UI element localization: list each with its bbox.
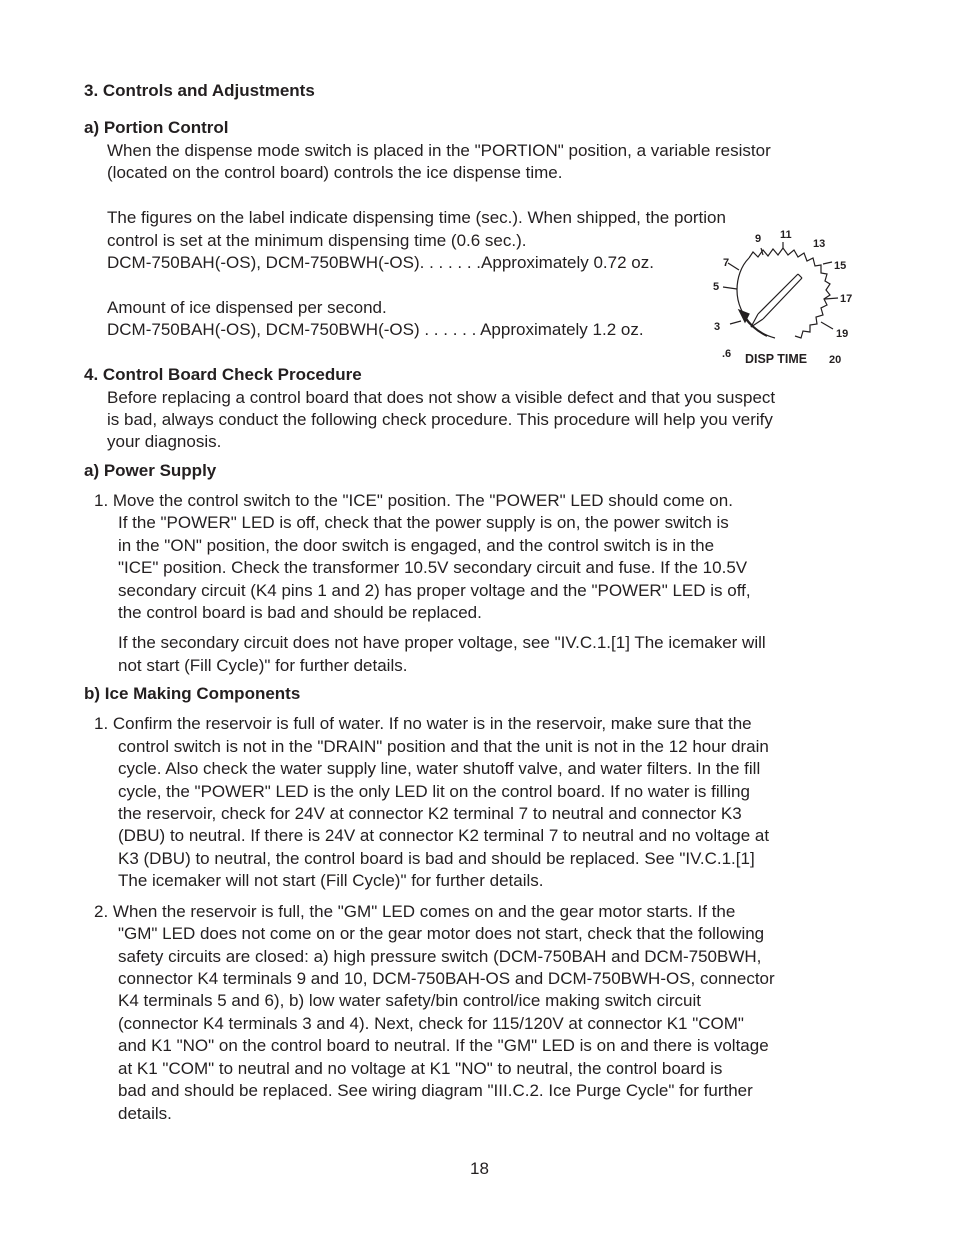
- ice-making-line: 2. When the reservoir is full, the "GM" LED comes on and the gear motor starts. If the: [94, 902, 736, 921]
- disp-time-dial-diagram: [705, 226, 865, 368]
- portion-text-line: When the dispense mode switch is placed in the "PORTION" position, a variable resistor: [107, 141, 771, 160]
- dial-label: 5: [713, 281, 720, 293]
- ice-making-line: control switch is not in the "DRAIN" position and that the unit is not in the 12 hour drain: [118, 737, 769, 756]
- dial-label: .6: [722, 348, 732, 360]
- section-3-heading: 3. Controls and Adjustments: [84, 81, 315, 100]
- ice-making-line: K3 (DBU) to neutral, the control board is bad and should be replaced. See "IV.C.1.[1]: [118, 849, 755, 868]
- power-supply-line: "ICE" position. Check the transformer 10.5V secondary circuit and fuse. If the 10.5V: [118, 558, 748, 577]
- power-supply-line: If the secondary circuit does not have proper voltage, see "IV.C.1.[1] The icemaker will: [118, 633, 766, 652]
- ice-making-line: 1. Confirm the reservoir is full of water. If no water is in the reservoir, make sure that the: [94, 714, 752, 733]
- dial-label: 3: [714, 321, 721, 333]
- portion-text-line: The figures on the label indicate dispensing time (sec.). When shipped, the portion: [107, 208, 726, 227]
- power-supply-line: not start (Fill Cycle)" for further details.: [118, 656, 408, 675]
- ice-making-line: at K1 "COM" to neutral and no voltage at K1 "NO" to neutral, the control board is: [118, 1059, 723, 1078]
- ice-making-line: the reservoir, check for 24V at connector K2 terminal 7 to neutral and connector K3: [118, 804, 742, 823]
- ice-making-line: cycle. Also check the water supply line, water shutoff valve, and water filters. In the fill: [118, 759, 761, 778]
- ice-making-line: bad and should be replaced. See wiring diagram "III.C.2. Ice Purge Cycle" for further: [118, 1081, 753, 1100]
- ice-making-line: and K1 "NO" on the control board to neutral. If the "GM" LED is on and there is voltage: [118, 1036, 769, 1055]
- ice-making-line: safety circuits are closed: a) high pressure switch (DCM-750BAH and DCM-750BWH,: [118, 947, 762, 966]
- dial-label: 15: [834, 260, 847, 272]
- portion-control-heading: a) Portion Control: [84, 118, 229, 137]
- power-supply-line: 1. Move the control switch to the "ICE" position. The "POWER" LED should come on.: [94, 491, 733, 510]
- section-4-heading: 4. Control Board Check Procedure: [84, 365, 362, 384]
- power-supply-line: If the "POWER" LED is off, check that the power supply is on, the power switch is: [118, 513, 729, 532]
- dial-label: 19: [836, 328, 849, 340]
- ice-making-heading: b) Ice Making Components: [84, 684, 301, 703]
- dial-label: 20: [829, 354, 842, 366]
- dial-caption: DISP TIME: [745, 351, 808, 366]
- power-supply-line: in the "ON" position, the door switch is engaged, and the control switch is in the: [118, 536, 715, 555]
- portion-text-line: Amount of ice dispensed per second.: [107, 298, 387, 317]
- ice-making-line: The icemaker will not start (Fill Cycle)" for further details.: [118, 871, 544, 890]
- dial-label: 11: [780, 229, 792, 241]
- portion-text-line: (located on the control board) controls the ice dispense time.: [107, 163, 563, 182]
- ice-making-line: K4 terminals 5 and 6), b) low water safety/bin control/ice making switch circuit: [118, 991, 701, 1010]
- power-supply-line: secondary circuit (K4 pins 1 and 2) has proper voltage and the "POWER" LED is off,: [118, 581, 751, 600]
- dial-label: 9: [755, 233, 762, 245]
- power-supply-line: the control board is bad and should be replaced.: [118, 603, 482, 622]
- ice-making-line: cycle, the "POWER" LED is the only LED lit on the control board. If no water is filling: [118, 782, 750, 801]
- ice-making-line: details.: [118, 1104, 172, 1123]
- dial-label: 17: [840, 293, 853, 305]
- ice-making-line: (connector K4 terminals 3 and 4). Next, check for 115/120V at connector K1 "COM": [118, 1014, 744, 1033]
- intro-text-line: is bad, always conduct the following check procedure. This procedure will help you verify: [107, 410, 773, 429]
- intro-text-line: your diagnosis.: [107, 432, 222, 451]
- ice-making-line: "GM" LED does not come on or the gear motor does not start, check that the following: [118, 924, 765, 943]
- portion-text-line: DCM-750BAH(-OS), DCM-750BWH(-OS). . . . . . .Approximately 0.72 oz.: [107, 253, 654, 272]
- portion-text-line: DCM-750BAH(-OS), DCM-750BWH(-OS) . . . . . . Approximately 1.2 oz.: [107, 320, 644, 339]
- portion-text-line: control is set at the minimum dispensing time (0.6 sec.).: [107, 231, 527, 250]
- ice-making-line: (DBU) to neutral. If there is 24V at connector K2 terminal 7 to neutral and no voltage at: [118, 826, 770, 845]
- intro-text-line: Before replacing a control board that does not show a visible defect and that you suspect: [107, 388, 776, 407]
- dial-label: 7: [723, 257, 730, 269]
- power-supply-heading: a) Power Supply: [84, 461, 217, 480]
- ice-making-line: connector K4 terminals 9 and 10, DCM-750BAH-OS and DCM-750BWH-OS, connector: [118, 969, 775, 988]
- dial-label: 13: [813, 238, 826, 250]
- page-number: 18: [470, 1159, 489, 1178]
